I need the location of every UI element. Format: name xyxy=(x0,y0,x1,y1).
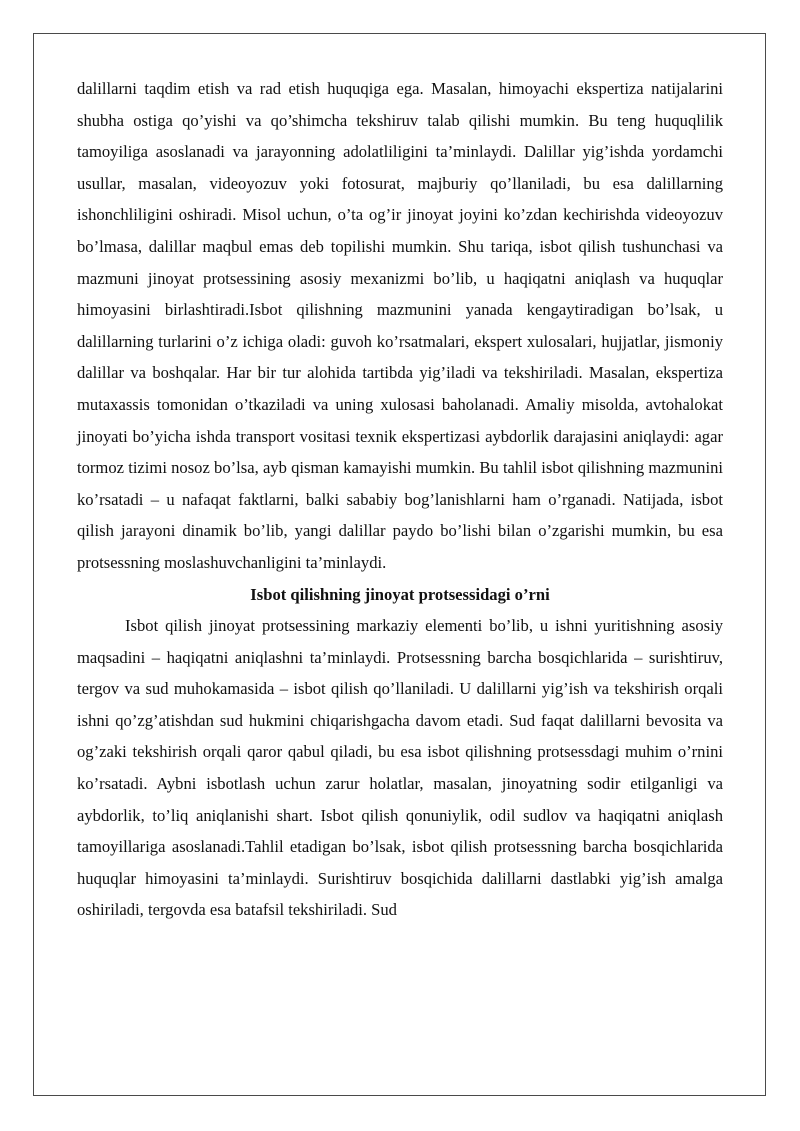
body-paragraph-2: Isbot qilish jinoyat protsessining markaziy elementi bo’lib, u ishni yuritishning asosiy maqsadini – haqiqatni aniqlashni ta’minlaydi. Protsessning barcha bosqichlarida – surishtiruv, tergov va sud muhokamasida – isbot qilish qo’llaniladi. U dalillarni yig’ish va tekshirish orqali ishni qo’zg’atishdan sud hukmini chiqarishgacha davom etadi. Sud faqat dalillarni bevosita va og’zaki tekshirish orqali qaror qabul qiladi, bu esa isbot qilishning protsessdagi muhim o’rnini ko’rsatadi. Aybni isbotlash uchun zarur holatlar, masalan, jinoyatning sodir etilganligi va aybdorlik, to’liq aniqlanishi shart. Isbot qilish qonuniylik, odil sudlov va haqiqatni aniqlash tamoyillariga asoslanadi.Tahlil etadigan bo’lsak, isbot qilish protsessning barcha bosqichlarida huquqlar himoyasini ta’minlaydi. Surishtiruv bosqichida dalillarni dastlabki yig’ish amalga oshiriladi, tergovda esa batafsil tekshiriladi. Sud xyxy=(77,616,723,920)
page-content xyxy=(77,73,723,926)
section-heading: Isbot qilishning jinoyat protsessidagi o’rni xyxy=(250,584,550,604)
body-paragraph-1: dalillarni taqdim etish va rad etish huquqiga ega. Masalan, himoyachi ekspertiza natijalarini shubha ostiga qo’yishi va qo’shimcha tekshiruv talab qilishi mumkin. Bu teng huquqlilik tamoyiliga asoslanadi va jarayonning adolatliligini ta’minlaydi. Dalillar yig’ishda yordamchi usullar, masalan, videoyozuv yoki fotosurat, majburiy qo’llaniladi, bu esa dalillarning ishonchliligini oshiradi. Misol uchun, o’ta og’ir jinoyat joyini ko’zdan kechirishda videoyozuv bo’lmasa, dalillar maqbul emas deb topilishi mumkin. Shu tariqa, isbot qilish tushunchasi va mazmuni jinoyat protsessining asosiy mexanizmi bo’lib, u haqiqatni aniqlash va huquqlar himoyasini birlashtiradi.Isbot qilishning mazmunini yanada kengaytiradigan bo’lsak, u dalillarning turlarini o’z ichiga oladi: guvoh ko’rsatmalari, ekspert xulosalari, hujjatlar, jismoniy dalillar va boshqalar. Har bir tur alohida tartibda yig’iladi va tekshiriladi. Masalan, ekspertiza mutaxassis tomonidan o’tkaziladi va uning xulosasi baholanadi. Amaliy misolda, avtohalokat jinoyati bo’yicha ishda transport vositasi texnik ekspertizasi aybdorlik darajasini aniqlaydi: agar tormoz tizimi nosoz bo’lsa, ayb qisman kamayishi mumkin. Bu tahlil isbot qilishning mazmunini ko’rsatadi – u nafaqat faktlarni, balki sababiy bog’lanishlarni ham o’rganadi. Natijada, isbot qilish jarayoni dinamik bo’lib, yangi dalillar paydo bo’lishi bilan o’zgarishi mumkin, bu esa protsessning moslashuvchanligini ta’minlaydi. xyxy=(77,79,723,572)
